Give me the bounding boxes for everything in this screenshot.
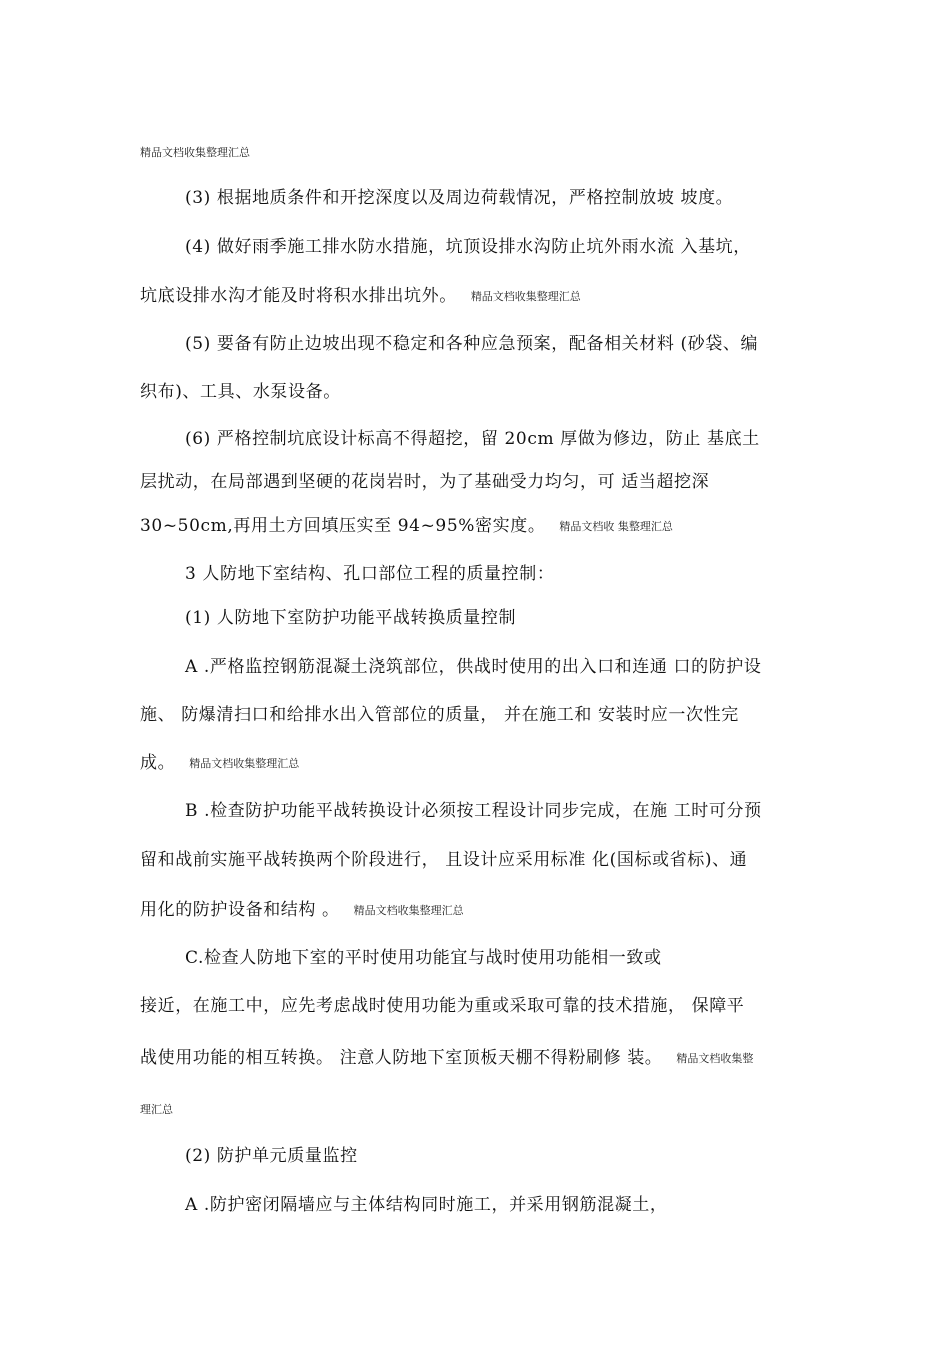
subsection-heading: (1) 人防地下室防护功能平战转换质量控制 xyxy=(185,608,517,628)
paragraph-line: (4) 做好雨季施工排水防水措施，坑顶设排水沟防止坑外雨水流 入基坑， xyxy=(185,237,751,257)
section-heading: 3 人防地下室结构、孔口部位工程的质量控制： xyxy=(185,564,555,584)
inline-watermark: 精品文档收集整 xyxy=(676,1052,754,1065)
paragraph-line: A .严格监控钢筋混凝土浇筑部位，供战时使用的出入口和连通 口的防护设 xyxy=(185,657,762,677)
paragraph-line: (5) 要备有防止边坡出现不稳定和各种应急预案，配备相关材料 (砂袋、编 xyxy=(185,334,759,354)
inline-watermark: 精品文档收集整理汇总 xyxy=(189,757,300,770)
paragraph-line: (3) 根据地质条件和开挖深度以及周边荷载情况，严格控制放坡 坡度。 xyxy=(185,188,734,208)
paragraph-line: 接近，在施工中，应先考虑战时使用功能为重或采取可靠的技术措施， 保障平 xyxy=(140,996,745,1016)
paragraph-line xyxy=(140,515,673,537)
paragraph-line: 层扰动，在局部遇到坚硬的花岗岩时，为了基础受力均匀，可 适当超挖深 xyxy=(140,472,710,492)
line-text: 30~50cm,再用土方回填压实至 94~95%密实度。 xyxy=(140,516,546,536)
paragraph-line: 施、 防爆清扫口和给排水出入管部位的质量， 并在施工和 安装时应一次性完 xyxy=(140,705,739,725)
paragraph-line: 留和战前实施平战转换两个阶段进行， 且设计应采用标准 化(国标或省标)、通 xyxy=(140,850,748,870)
paragraph-line: 织布)、工具、水泵设备。 xyxy=(140,382,341,402)
inline-watermark: 精品文档收集整理汇总 xyxy=(353,904,464,917)
paragraph-line xyxy=(140,1047,753,1069)
line-text: 战使用功能的相互转换。 注意人防地下室顶板天棚不得粉刷修 装。 xyxy=(140,1048,663,1068)
subsection-heading: (2) 防护单元质量监控 xyxy=(185,1146,358,1166)
paragraph-line: C.检查人防地下室的平时使用功能宜与战时使用功能相一致或 xyxy=(185,948,662,968)
inline-watermark: 精品文档收 集整理汇总 xyxy=(559,520,673,533)
line-text: 用化的防护设备和结构 。 xyxy=(140,900,340,920)
paragraph-line xyxy=(140,899,464,921)
paragraph-line: B .检查防护功能平战转换设计必须按工程设计同步完成，在施 工时可分预 xyxy=(185,801,762,821)
paragraph-line: A .防护密闭隔墙应与主体结构同时施工，并采用钢筋混凝土， xyxy=(185,1195,668,1215)
watermark-continuation: 理汇总 xyxy=(140,1103,173,1116)
paragraph-line xyxy=(140,752,299,774)
inline-watermark: 精品文档收集整理汇总 xyxy=(470,290,581,303)
line-text: 坑底设排水沟才能及时将积水排出坑外。 xyxy=(140,286,457,306)
line-text: 成。 xyxy=(140,753,176,773)
paragraph-line xyxy=(140,285,581,307)
header-watermark: 精品文档收集整理汇总 xyxy=(140,146,250,159)
paragraph-line: (6) 严格控制坑底设计标高不得超挖，留 20cm 厚做为修边，防止 基底土 xyxy=(185,429,760,449)
